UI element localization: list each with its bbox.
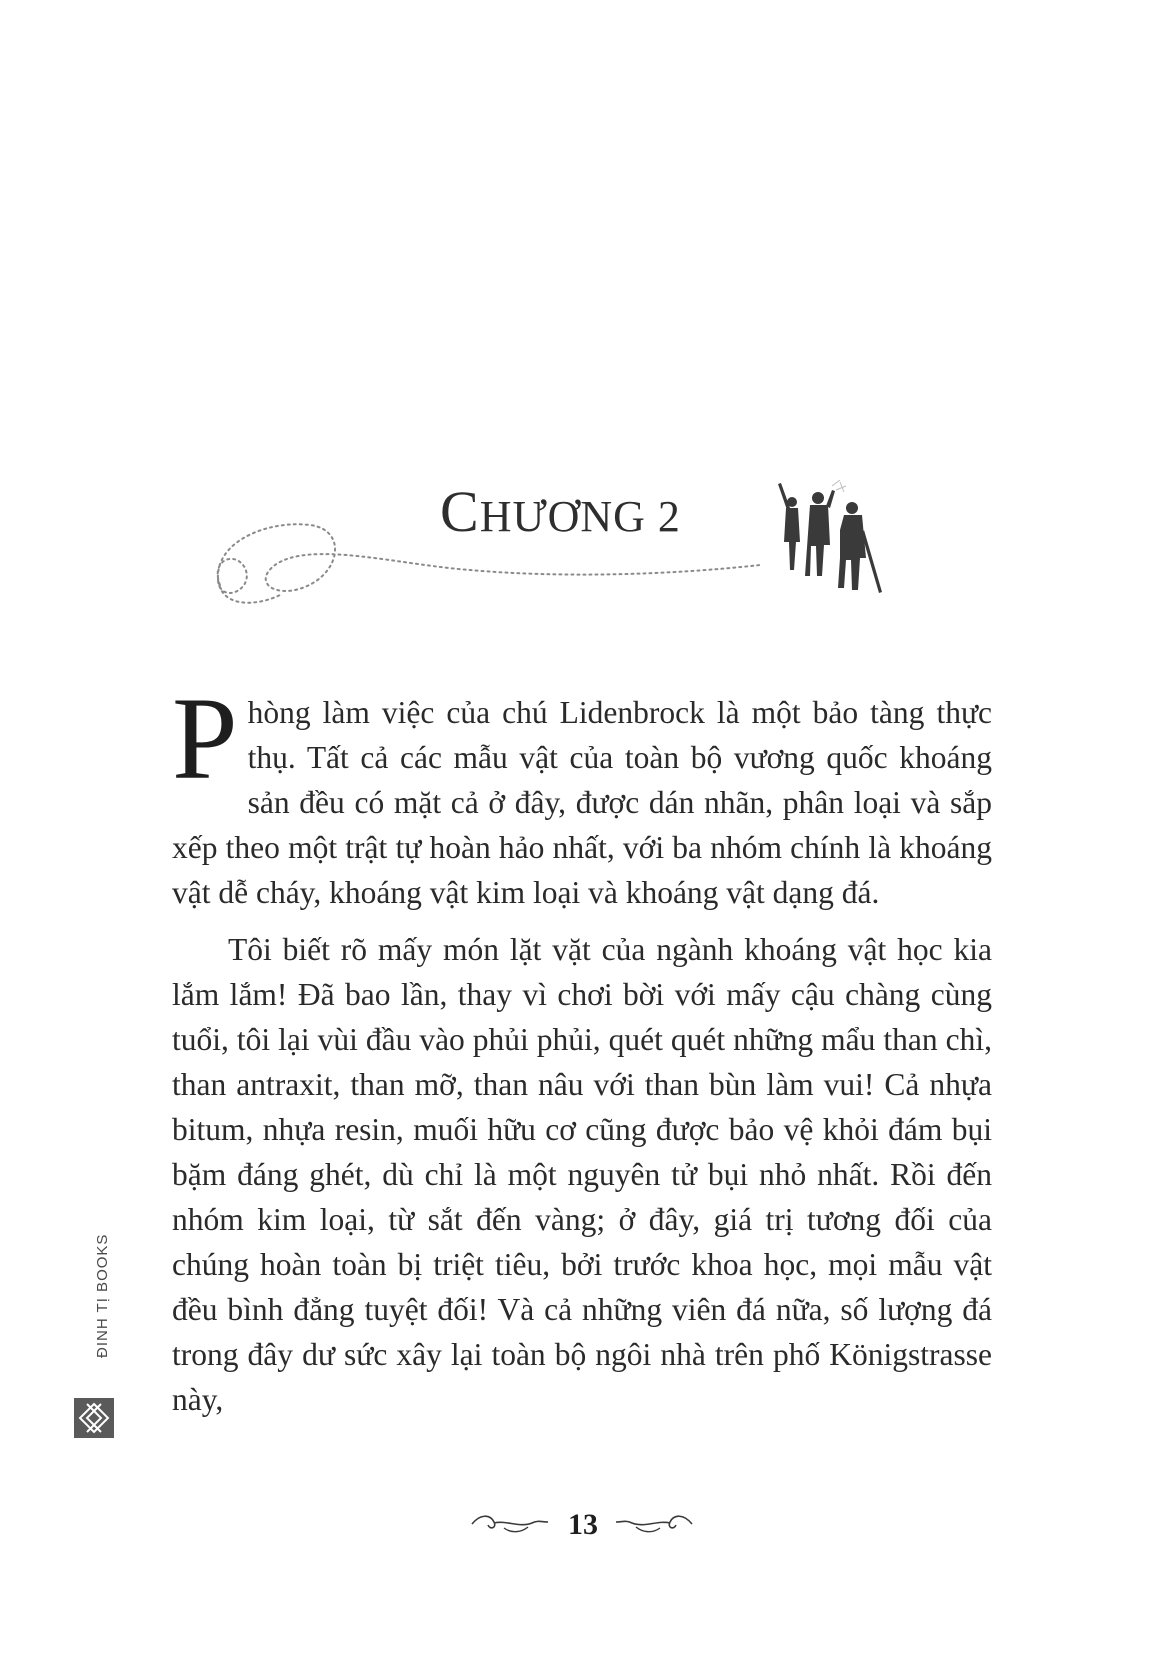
dotted-swirl-ornament bbox=[200, 500, 800, 650]
drop-cap: P bbox=[172, 673, 238, 804]
footer-flourish-right bbox=[614, 1510, 694, 1536]
chapter-title-initial: C bbox=[440, 479, 480, 544]
paragraph-1-text: hòng làm việc của chú Lidenbrock là một bảo tàng thực thụ. Tất cả các mẫu vật của toàn bộ vương quốc khoáng sản đều có mặt cả ở đây, được dán nhãn, phân loại và sắp xếp theo một trật tự hoàn hảo nhất, với ba nhóm chính là khoáng vật dễ cháy, khoáng vật kim loại và khoáng vật dạng đá. bbox=[172, 695, 992, 910]
explorers-illustration bbox=[770, 480, 900, 610]
page-number: 13 bbox=[568, 1508, 598, 1541]
chapter-title-rest: HƯƠNG 2 bbox=[479, 492, 681, 541]
publisher-name: ĐINH TỊ BOOKS bbox=[94, 1233, 111, 1358]
footer-flourish-left bbox=[470, 1510, 550, 1536]
body-text bbox=[172, 673, 992, 1422]
paragraph-1 bbox=[172, 673, 992, 915]
publisher-logo-icon bbox=[74, 1398, 114, 1438]
paragraph-2: Tôi biết rõ mấy món lặt vặt của ngành khoáng vật học kia lắm lắm! Đã bao lần, thay vì chơi bời với mấy cậu chàng cùng tuổi, tôi lại vùi đầu vào phủi phủi, quét quét những mẩu than chì, than antraxit, than mỡ, than nâu với than bùn làm vui! Cả nhựa bitum, nhựa resin, muối hữu cơ cũng được bảo vệ khỏi đám bụi bặm đáng ghét, dù chỉ là một nguyên tử bụi nhỏ nhất. Rồi đến nhóm kim loại, từ sắt đến vàng; ở đây, giá trị tương đối của chúng hoàn toàn bị triệt tiêu, bởi trước khoa học, mọi mẫu vật đều bình đẳng tuyệt đối! Và cả những viên đá nữa, số lượng đá trong đây dư sức xây lại toàn bộ ngôi nhà trên phố Königstrasse này, bbox=[172, 932, 992, 1417]
